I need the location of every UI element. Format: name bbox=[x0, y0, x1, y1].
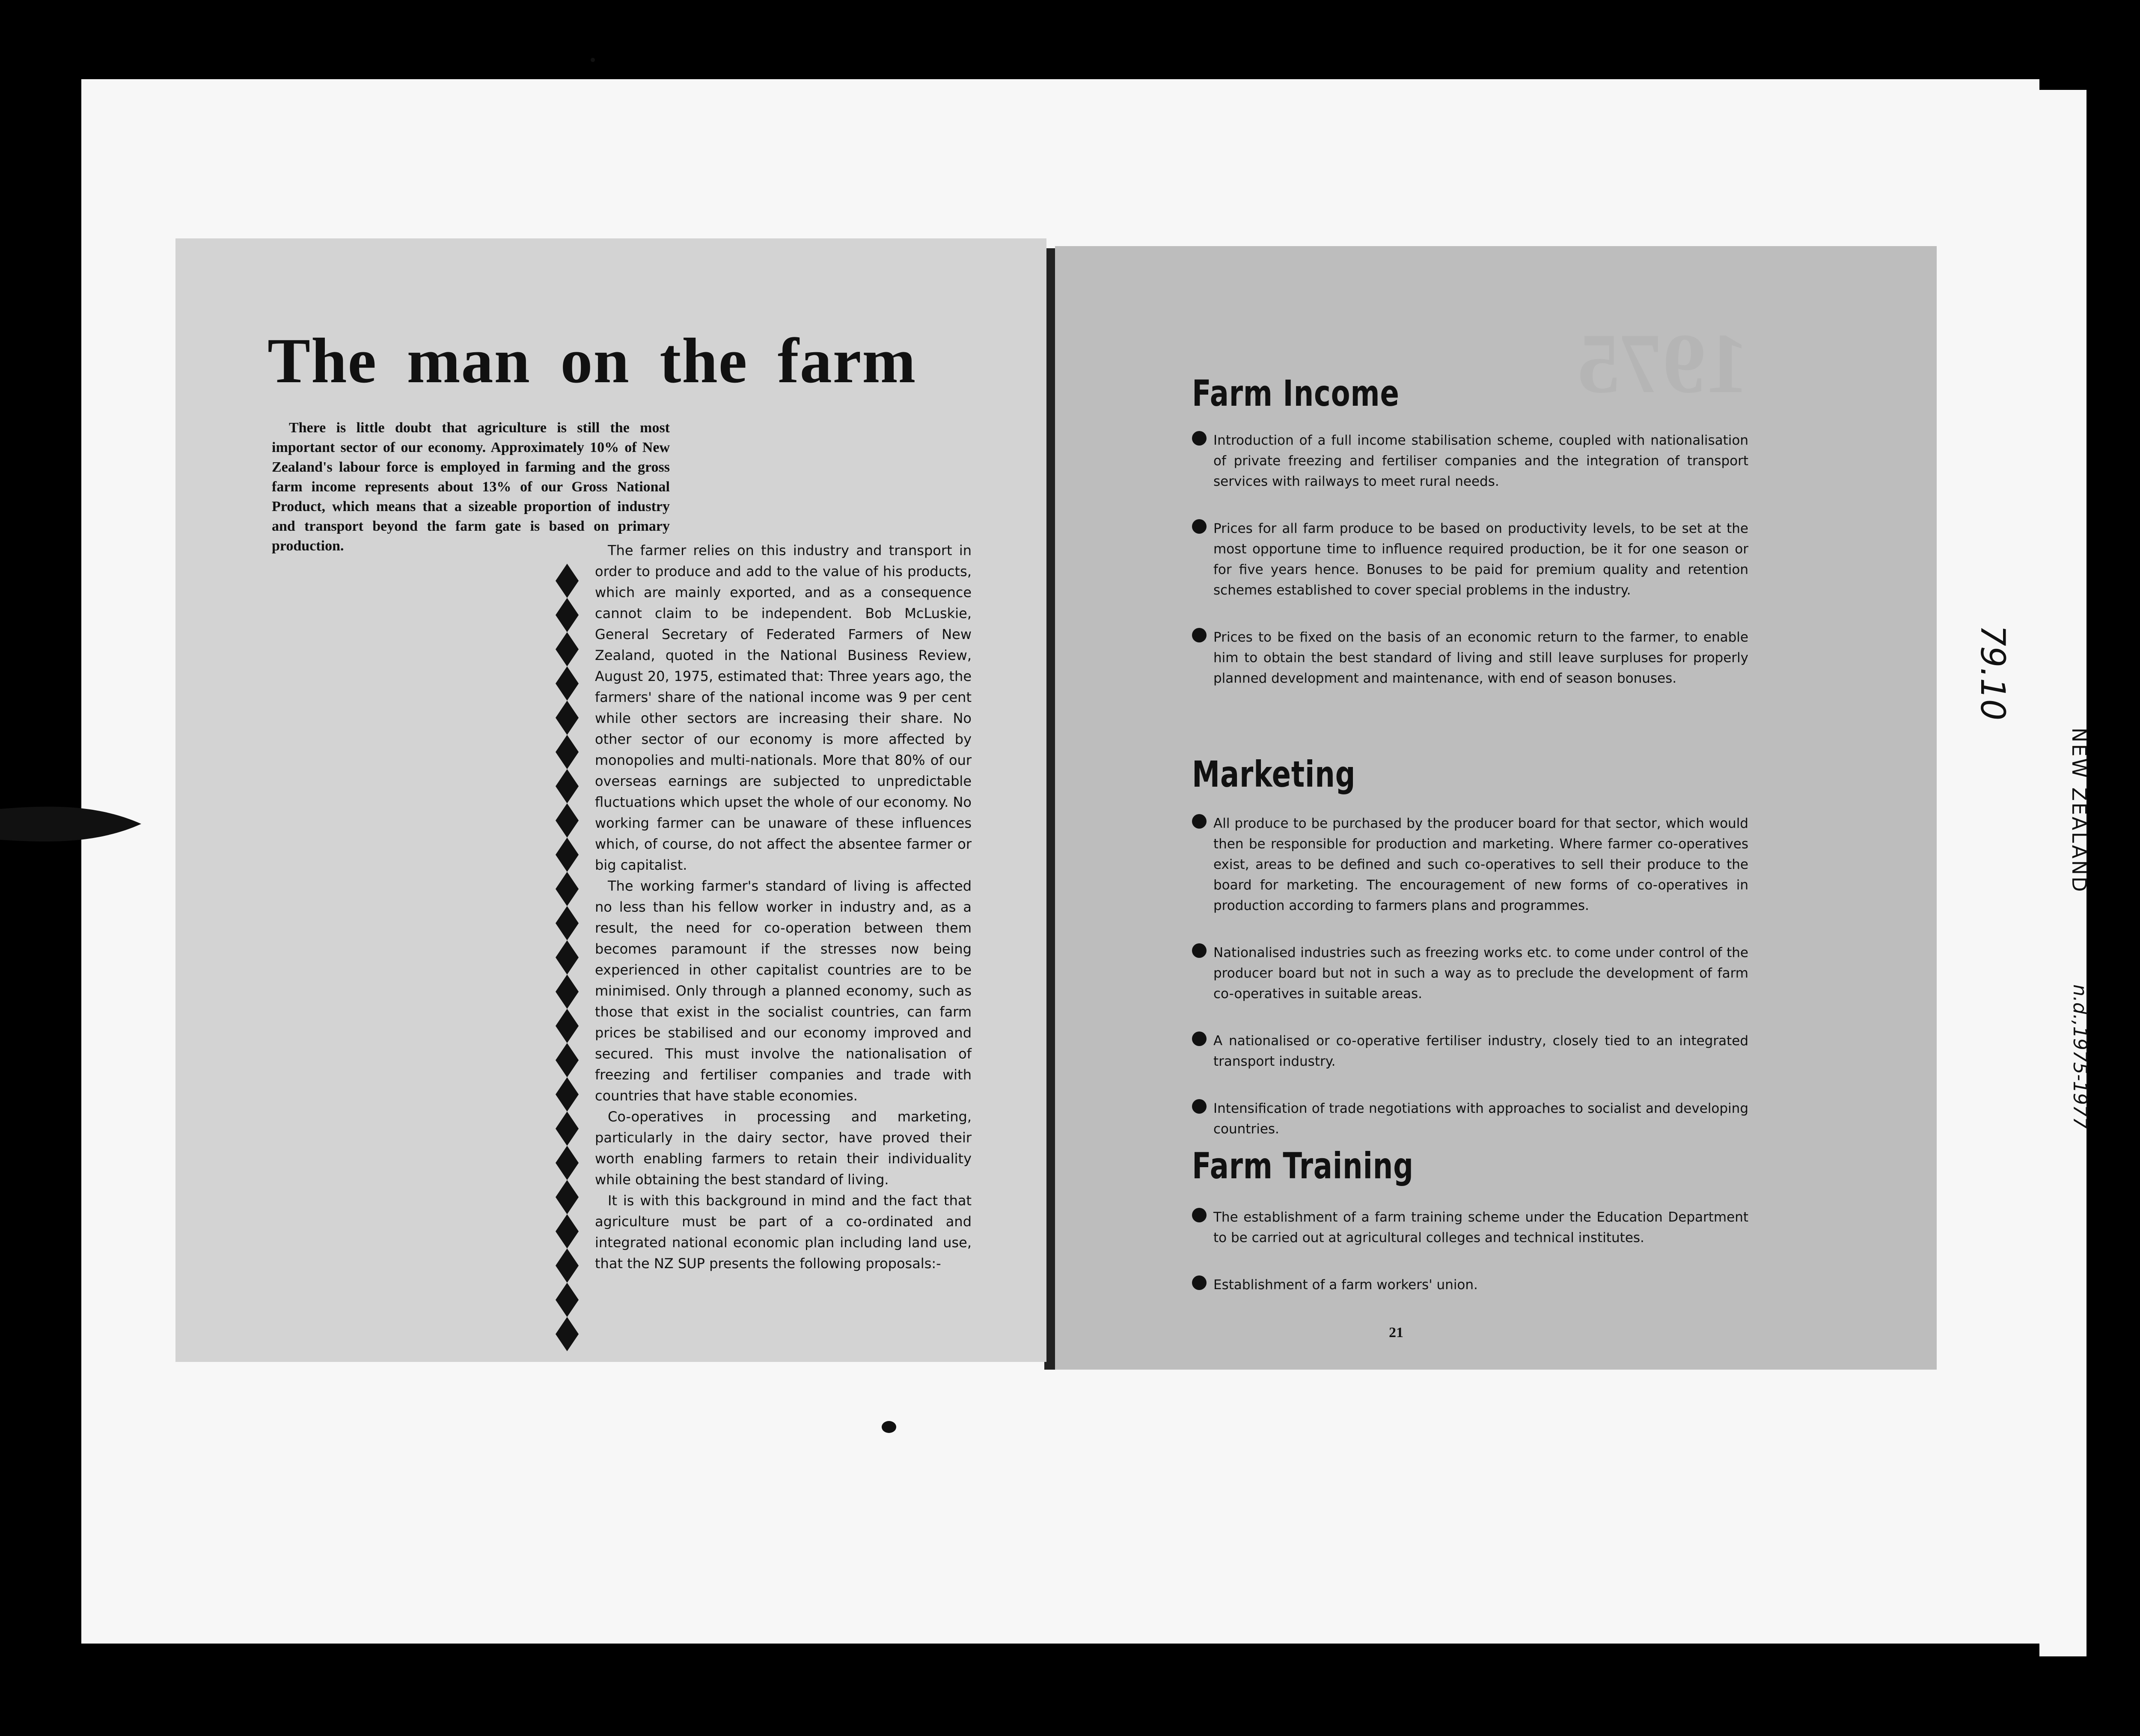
article-paragraph: The farmer relies on this industry and transport in order to produce and add to the value of his products, which are mainly exported, and as a consequence cannot claim to be independent. Bob McLuskie, General Secretary of Federated Farmers of New Zealand, quoted in the National Business Review, August 20, 1975, estimated that: Three years ago, the farmers' share of the national income was 9 per cent while other sectors are increasing their share. No other sector of our economy is more affected by monopolies and multi-nationals. More that 80% of our overseas earnings are subjected to unpredictable fluctuations which upset the whole of our economy. No working farmer can be unaware of these influences which, of course, do not affect the absentee farmer or big capitalist. bbox=[595, 542, 972, 873]
diamond-ornament bbox=[556, 1077, 579, 1112]
diamond-ornament bbox=[556, 1214, 579, 1248]
article-paragraph: It is with this background in mind and the fact that agriculture must be part of a co-ordinated and integrated national economic plan including land use, that the NZ SUP presents the following proposals:- bbox=[595, 1192, 972, 1272]
diamond-ornament bbox=[556, 769, 579, 803]
pointer-pen-icon bbox=[0, 800, 141, 847]
diamond-ornament bbox=[556, 906, 579, 940]
list-item: Intensification of trade negotiations with approaches to socialist and developing countries. bbox=[1213, 1098, 1748, 1139]
bullet-dot-icon bbox=[1192, 943, 1207, 958]
diamond-ornament bbox=[556, 666, 579, 701]
article-title: The man on the farm bbox=[268, 325, 917, 396]
article-paragraph: Co-operatives in processing and marketing, particularly in the dairy sector, have proved their worth enabling farmers to retain their individuality while obtaining the best standard of living. bbox=[595, 1109, 972, 1188]
list-item: All produce to be purchased by the producer board for that sector, which would then be responsible for production and marketing. Where farmer co-operatives exist, areas to be defined and such co-operatives to sell their produce to the board for marketing. The encouragement of new forms of co-operatives in production according to farmers plans and programmes. bbox=[1213, 813, 1748, 916]
bullet-dot-icon bbox=[1192, 519, 1207, 534]
diamond-ornament bbox=[556, 1146, 579, 1180]
list-item: Prices to be fixed on the basis of an economic return to the farmer, to enable him to obtain the best standard of living and still leave surpluses for properly planned development and maintenance, with end of season bonuses. bbox=[1213, 627, 1748, 689]
ink-speck bbox=[591, 58, 595, 62]
diamond-ornament bbox=[556, 838, 579, 872]
diamond-ornament bbox=[556, 872, 579, 906]
bullet-dot-icon bbox=[1192, 628, 1207, 642]
article-body bbox=[595, 540, 972, 1274]
left-page bbox=[175, 238, 1046, 1362]
diamond-ornament bbox=[556, 1009, 579, 1043]
bullet-dot-icon bbox=[1192, 431, 1207, 446]
bullet-dot-icon bbox=[1192, 1099, 1207, 1114]
list-item: Nationalised industries such as freezing works etc. to come under control of the producer board but not in such a way as to preclude the development of farm co-operatives in suitable areas. bbox=[1213, 942, 1748, 1004]
handwritten-country: NEW ZEALAND bbox=[2068, 728, 2091, 894]
list-item: Establishment of a farm workers' union. bbox=[1213, 1275, 1748, 1295]
list-item: The establishment of a farm training scheme under the Education Department to be carried out at agricultural colleges and technical institutes. bbox=[1213, 1207, 1748, 1248]
diamond-ornament bbox=[556, 1248, 579, 1283]
diamond-ornament-icon bbox=[552, 564, 582, 1351]
diamond-ornament bbox=[556, 1112, 579, 1146]
diamond-ornament bbox=[556, 735, 579, 769]
handwritten-date: n.d.,1975-1977 bbox=[2069, 984, 2091, 1129]
article-intro: There is little doubt that agriculture is still the most important sector of our economy. Approximately 10% of New Zealand's labour force is employed in farming and the gross farm income represents about 13% of our Gross National Product, which means that a sizeable proportion of industry and transport beyond the farm gate is based on primary production. bbox=[272, 420, 670, 554]
section-heading-farm-training: Farm Training bbox=[1192, 1145, 1414, 1187]
page-number: 21 bbox=[1389, 1325, 1403, 1341]
diamond-ornament bbox=[556, 598, 579, 632]
diamond-ornament bbox=[556, 1283, 579, 1317]
article-paragraph: The working farmer's standard of living is affected no less than his fellow worker in industry and, as a result, the need for co-operation between them becomes paramount if the stresses now being experienced in other capitalist countries are to be minimised. Only through a planned economy, such as those that exist in the socialist countries, can farm prices be stabilised and our economy improved and secured. This must involve the nationalisation of freezing and fertiliser companies and trade with countries that have stable economies. bbox=[595, 878, 972, 1104]
bullet-dot-icon bbox=[1192, 1208, 1207, 1222]
bullet-dot-icon bbox=[1192, 1275, 1207, 1290]
section-heading-farm-income: Farm Income bbox=[1192, 372, 1400, 414]
bullet-dot-icon bbox=[1192, 1031, 1207, 1046]
diamond-ornament bbox=[556, 975, 579, 1009]
handwritten-code: 79.10 bbox=[1973, 625, 2012, 721]
ghost-bleed-text: 1975 bbox=[1577, 316, 1748, 411]
list-item: Prices for all farm produce to be based on productivity levels, to be set at the most opportune time to influence required production, be it for one season or for five years hence. Bonuses to be paid for premium quality and retention schemes established to cover special problems in the industry. bbox=[1213, 518, 1748, 600]
diamond-ornament bbox=[556, 940, 579, 975]
right-page bbox=[1055, 246, 1937, 1370]
diamond-ornament bbox=[556, 1317, 579, 1351]
diamond-ornament bbox=[556, 1043, 579, 1077]
diamond-ornament bbox=[556, 632, 579, 666]
ink-speck bbox=[882, 1421, 896, 1433]
marketing-list bbox=[1213, 813, 1748, 1166]
farm-training-list bbox=[1213, 1207, 1748, 1322]
diamond-ornament bbox=[556, 803, 579, 838]
farm-income-list bbox=[1213, 430, 1748, 715]
diamond-ornament bbox=[556, 701, 579, 735]
diamond-ornament bbox=[556, 564, 579, 598]
section-heading-marketing: Marketing bbox=[1192, 753, 1356, 795]
list-item: A nationalised or co-operative fertiliser industry, closely tied to an integrated transport industry. bbox=[1213, 1031, 1748, 1072]
list-item: Introduction of a full income stabilisation scheme, coupled with nationalisation of private freezing and fertiliser companies and the integration of transport services with railways to meet rural needs. bbox=[1213, 430, 1748, 492]
bullet-dot-icon bbox=[1192, 814, 1207, 829]
diamond-ornament bbox=[556, 1180, 579, 1214]
